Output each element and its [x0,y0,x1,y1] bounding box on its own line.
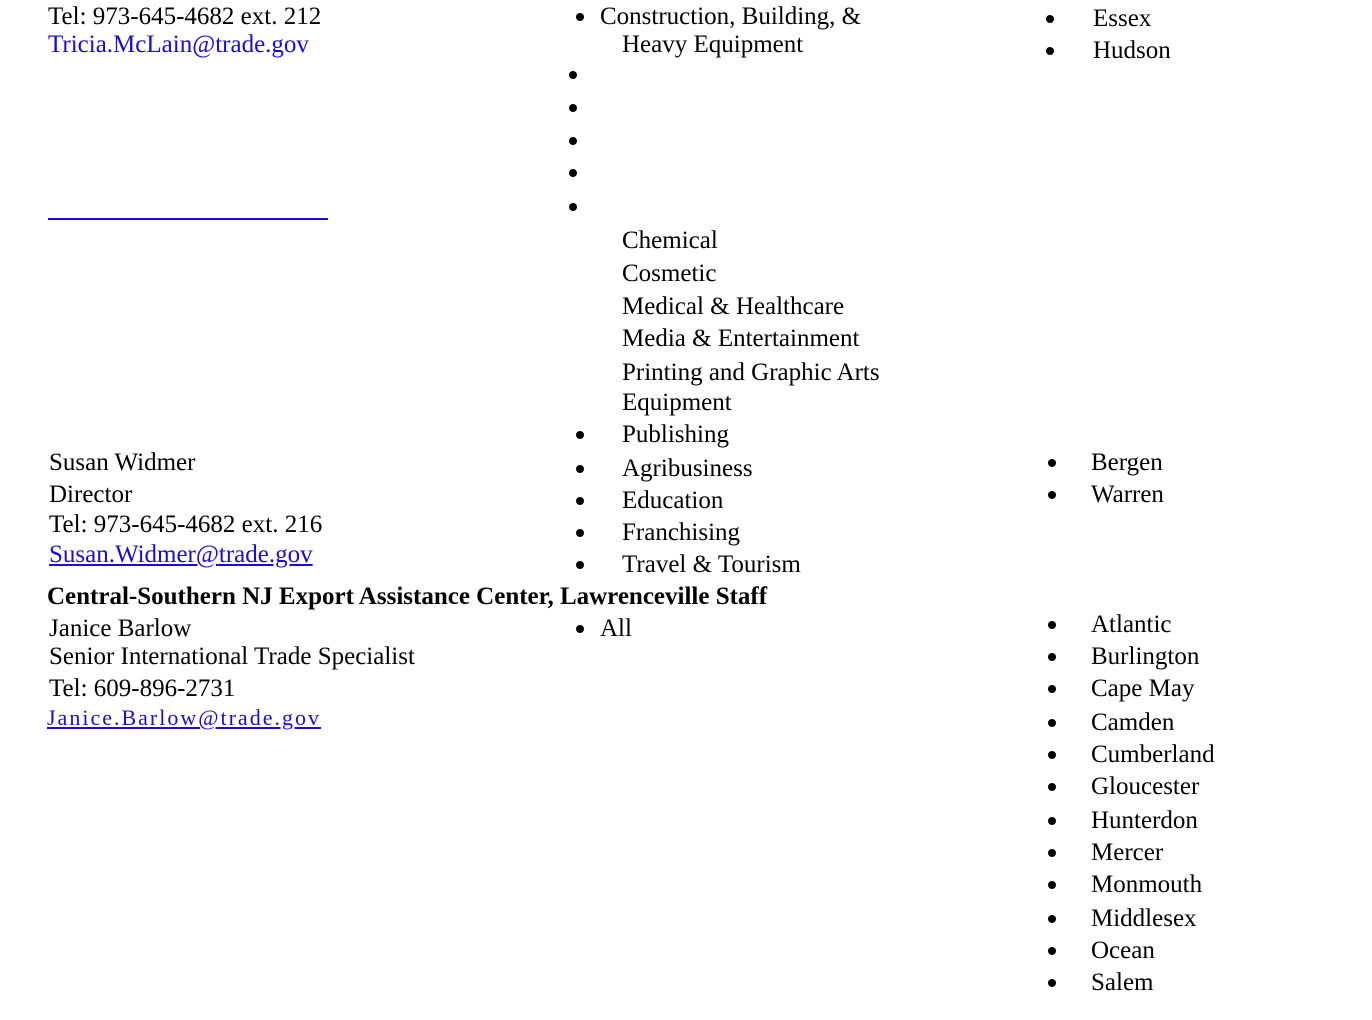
county-item: Monmouth [1091,871,1203,898]
specialist-name: Janice Barlow [49,615,192,642]
industry-item: All [600,615,632,642]
industry-item: Medical & Healthcare [622,293,845,320]
list-bullet [1048,459,1056,467]
county-item: Atlantic [1091,611,1172,638]
director-title: Director [49,481,133,508]
list-bullet [1048,751,1056,759]
list-bullet [576,529,584,537]
industry-item: Publishing [622,421,729,448]
list-bullet [1048,849,1056,857]
specialist-email-link[interactable]: Janice.Barlow@trade.gov [47,705,321,730]
county-item: Middlesex [1091,905,1197,932]
industry-item: Travel & Tourism [622,551,801,578]
county-item: Warren [1091,481,1164,508]
county-item: Camden [1091,709,1175,736]
list-bullet [1048,621,1056,629]
industry-item: Equipment [622,389,732,416]
county-item: Gloucester [1091,773,1200,800]
industry-item: Printing and Graphic Arts [622,359,880,386]
list-bullet [1046,47,1054,55]
county-item: Salem [1091,969,1154,996]
county-item: Hunterdon [1091,807,1198,834]
section-heading: Central-Southern NJ Export Assistance Center, Lawrenceville Staff [47,583,768,610]
list-bullet [569,104,577,112]
list-bullet [1046,15,1054,23]
county-item: Mercer [1091,839,1164,866]
list-bullet [1048,947,1056,955]
county-item: Bergen [1091,449,1163,476]
director-tel: Tel: 973-645-4682 ext. 216 [49,511,323,538]
industry-item: Media & Entertainment [622,325,860,352]
county-item: Ocean [1091,937,1155,964]
list-bullet [576,561,584,569]
contact-tel: Tel: 973-645-4682 ext. 212 [48,3,322,30]
county-item: Essex [1093,5,1152,32]
industry-item: Chemical [622,227,718,254]
link-underline [48,218,328,220]
list-bullet [569,71,577,79]
list-bullet [576,625,584,633]
industry-item-continued: Heavy Equipment [622,31,804,58]
list-bullet [1048,817,1056,825]
list-bullet [1048,685,1056,693]
list-bullet [1048,719,1056,727]
specialist-tel: Tel: 609-896-2731 [49,675,236,702]
list-bullet [1048,653,1056,661]
list-bullet [576,465,584,473]
list-bullet [1048,783,1056,791]
industry-item: Agribusiness [622,455,753,482]
list-bullet [569,137,577,145]
director-name: Susan Widmer [49,449,196,476]
county-item: Burlington [1091,643,1200,670]
industry-item: Cosmetic [622,260,717,287]
specialist-title: Senior International Trade Specialist [49,643,415,670]
list-bullet [569,203,577,211]
director-email-link[interactable]: Susan.Widmer@trade.gov [49,541,313,568]
industry-item: Construction, Building, & [600,3,862,30]
industry-item: Education [622,487,724,514]
list-bullet [569,169,577,177]
county-item: Hudson [1093,37,1171,64]
county-item: Cumberland [1091,741,1215,768]
county-item: Cape May [1091,675,1195,702]
list-bullet [1048,491,1056,499]
list-bullet [1048,881,1056,889]
list-bullet [576,13,584,21]
contact-email-link[interactable]: Tricia.McLain@trade.gov [48,31,309,58]
industry-item: Franchising [622,519,741,546]
list-bullet [576,497,584,505]
list-bullet [576,431,584,439]
list-bullet [1048,979,1056,987]
list-bullet [1048,915,1056,923]
